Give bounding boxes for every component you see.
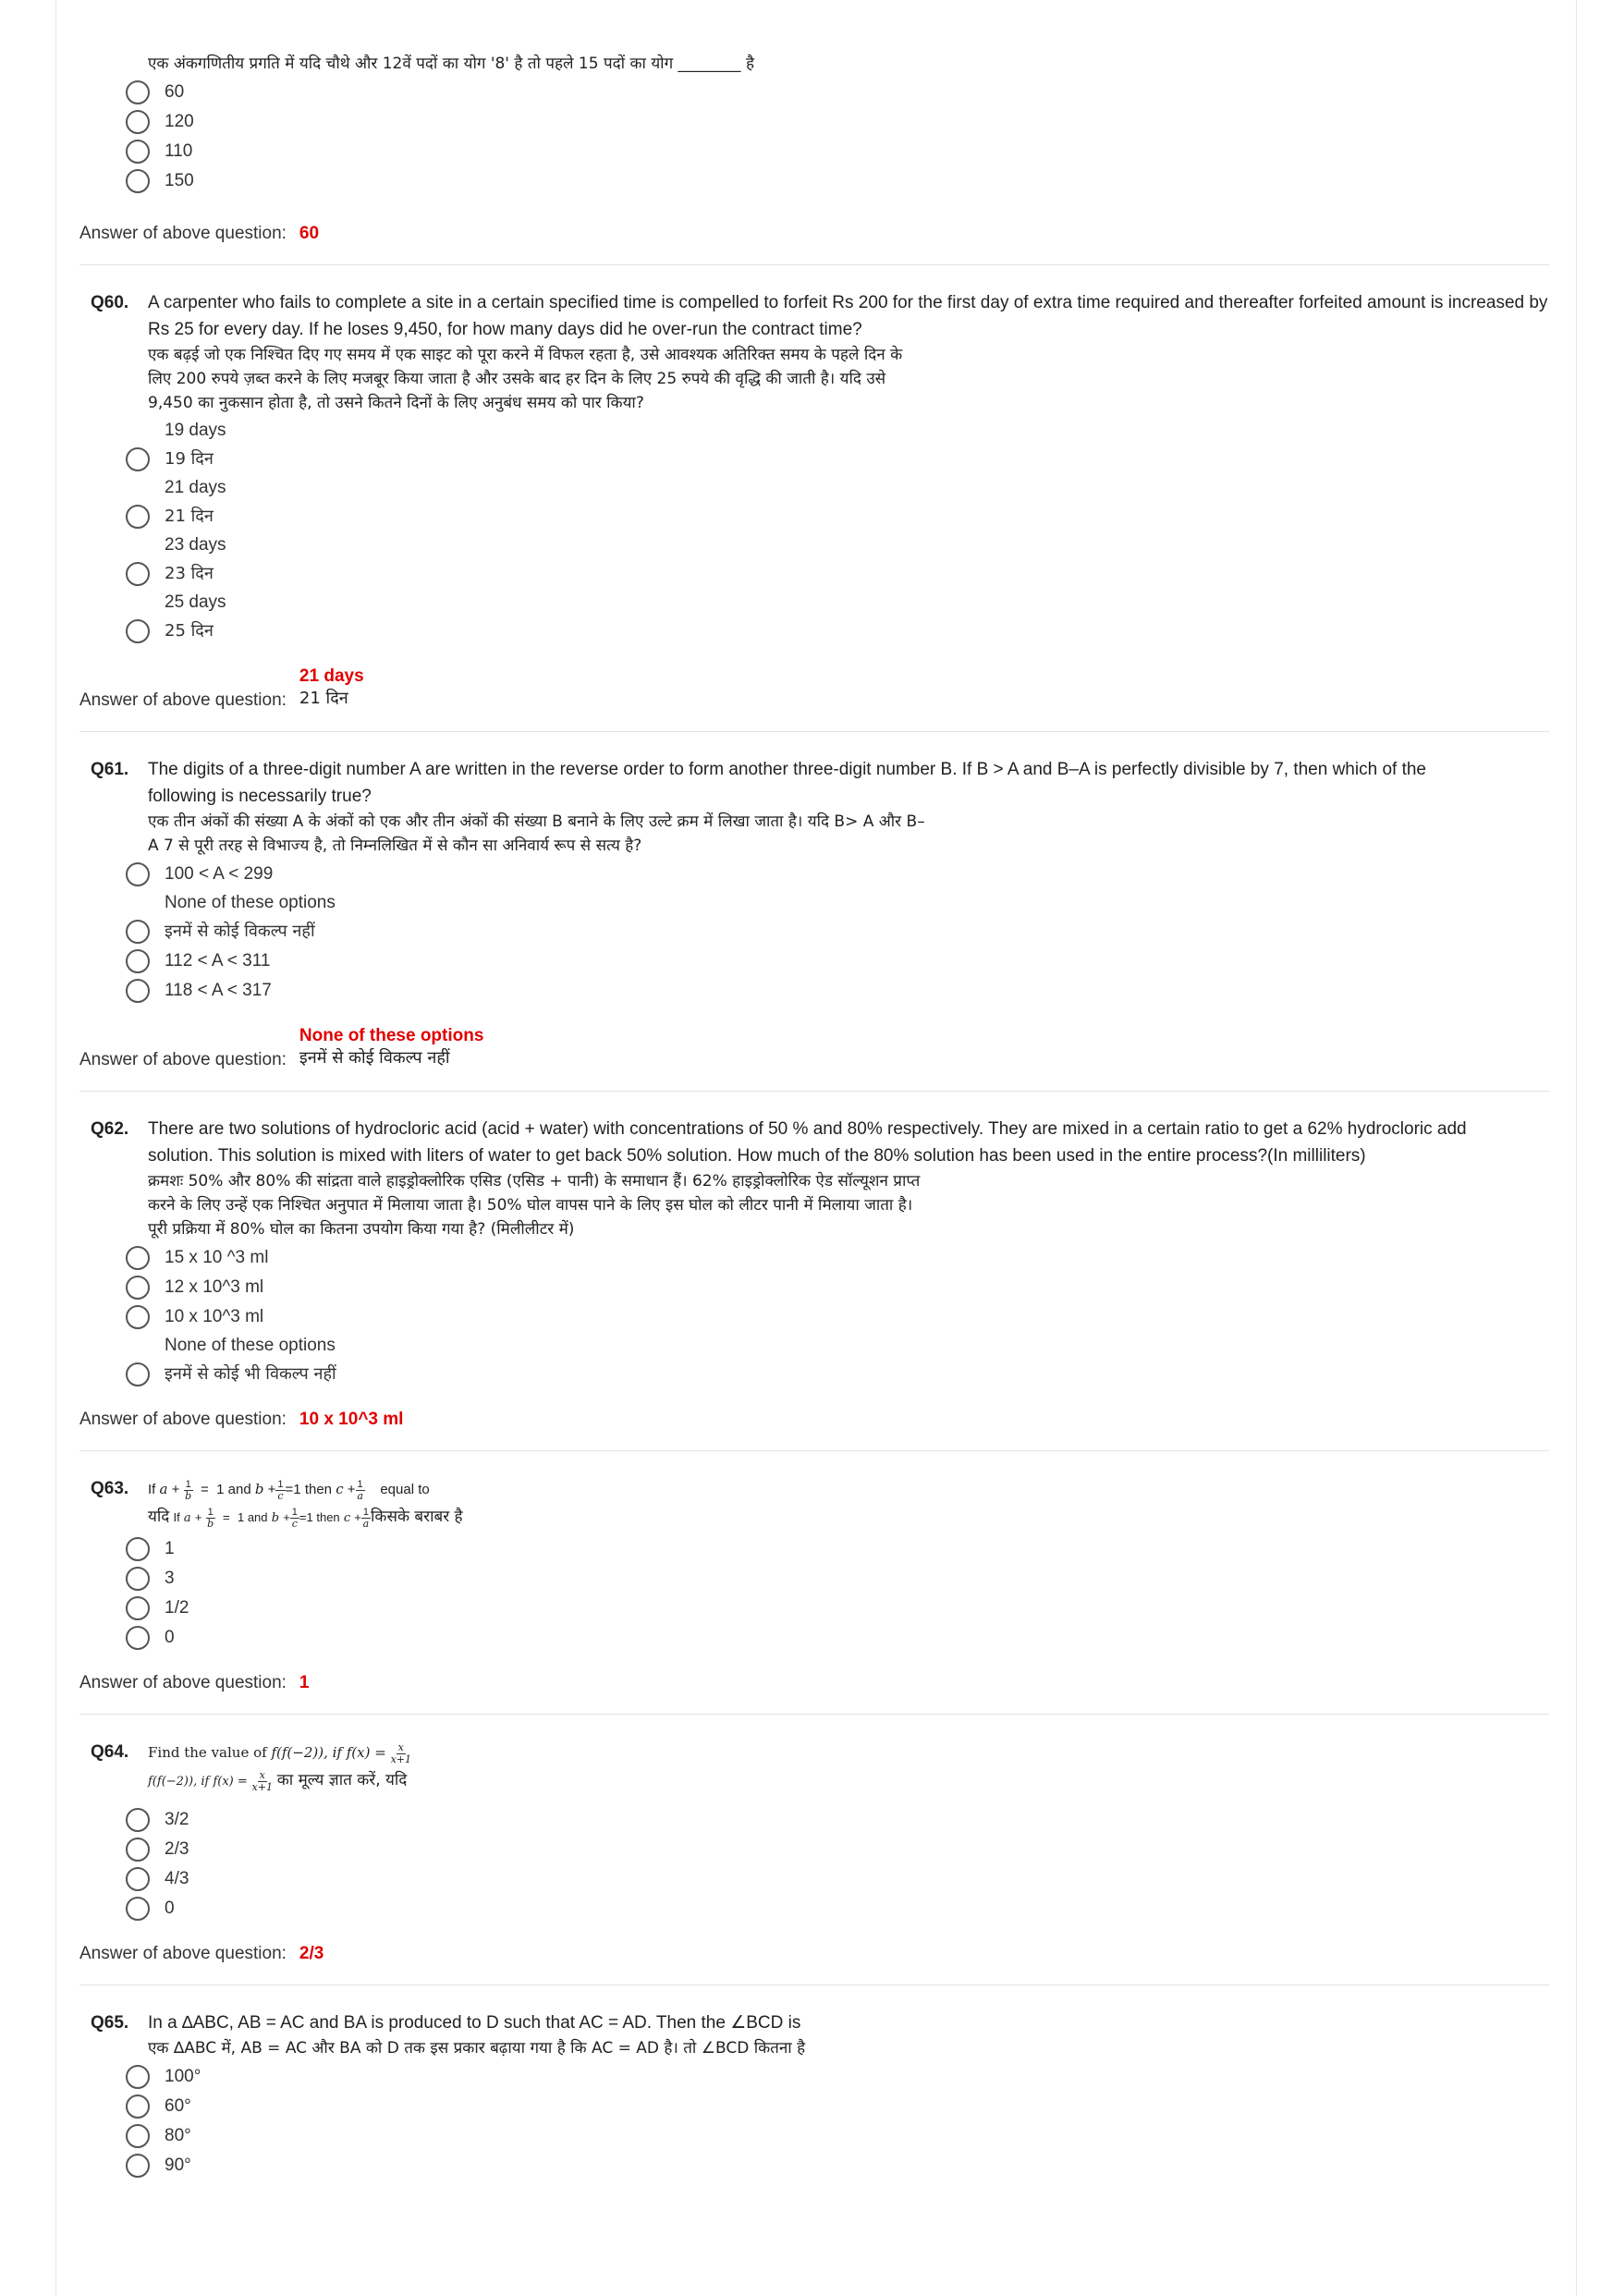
fraction bbox=[391, 1742, 411, 1765]
answer-label: Answer of above question: bbox=[79, 1050, 287, 1069]
question-text-hindi: एक ∆ABC में, AB = AC और BA को D तक इस प्रकार बढ़ाया गया है कि AC = AD है। तो ∠BCD कितना है bbox=[148, 2039, 806, 2058]
answer-value-hindi: इनमें से कोई विकल्प नहीं bbox=[299, 1048, 450, 1068]
option-2-english bbox=[126, 889, 1549, 917]
question-text-hindi-1: एक बढ़ई जो एक निश्चित दिए गए समय में एक साइट को पूरा करने में विफल रहता है, उसे आवश्यक अतिरिक्त समय के पहले दिन के bbox=[148, 346, 903, 364]
numerator: 1 bbox=[185, 1478, 191, 1490]
math-text: equal to bbox=[380, 1482, 430, 1497]
option-label: 60 bbox=[165, 82, 185, 102]
answer-label: Answer of above question: bbox=[79, 224, 287, 243]
divider bbox=[79, 731, 1549, 732]
denominator: c bbox=[277, 1489, 284, 1502]
math-var: b bbox=[271, 1511, 280, 1525]
option-label: 25 दिन bbox=[165, 621, 214, 641]
answer-value: 21 days bbox=[299, 666, 364, 686]
math-text: =1 then bbox=[285, 1482, 333, 1497]
option-label: 25 days bbox=[165, 592, 226, 612]
denominator: x+1 bbox=[390, 1753, 411, 1765]
numerator: 1 bbox=[277, 1478, 284, 1490]
divider bbox=[79, 264, 1549, 265]
option-1[interactable] bbox=[126, 1805, 1549, 1835]
option-label: 100° bbox=[165, 2067, 201, 2086]
math-var: a bbox=[159, 1481, 168, 1497]
answer-label: Answer of above question: bbox=[79, 1944, 287, 1963]
option-4[interactable] bbox=[126, 1360, 1549, 1389]
divider bbox=[79, 1091, 1549, 1092]
option-label: 15 x 10 ^3 ml bbox=[165, 1248, 269, 1267]
option-3[interactable] bbox=[126, 946, 1549, 976]
math-text: If bbox=[173, 1510, 180, 1524]
page-right-rule bbox=[1576, 0, 1577, 2296]
radio-button[interactable] bbox=[126, 920, 150, 944]
radio-button[interactable] bbox=[126, 619, 150, 643]
denominator: c bbox=[291, 1517, 298, 1530]
answer-line bbox=[79, 1410, 1549, 1430]
option-label: 118 < A < 317 bbox=[165, 981, 272, 1000]
radio-button[interactable] bbox=[126, 1362, 150, 1386]
options-list bbox=[126, 1243, 1549, 1389]
answer-value: 2/3 bbox=[299, 1944, 324, 1963]
option-3[interactable] bbox=[126, 1864, 1549, 1894]
option-2[interactable] bbox=[126, 1273, 1549, 1302]
math-text: Find the value of bbox=[148, 1744, 267, 1761]
radio-button[interactable] bbox=[126, 1808, 150, 1832]
radio-button[interactable] bbox=[126, 1596, 150, 1620]
math-op: + bbox=[194, 1510, 202, 1524]
math-text: If bbox=[148, 1482, 156, 1497]
option-label: 1/2 bbox=[165, 1598, 189, 1618]
math-var: c bbox=[343, 1511, 351, 1525]
option-3[interactable] bbox=[126, 1302, 1549, 1332]
question-62 bbox=[79, 1116, 1549, 1430]
option-label: 21 दिन bbox=[165, 507, 214, 526]
option-4[interactable] bbox=[126, 1894, 1549, 1924]
math-var: a bbox=[183, 1511, 191, 1525]
math-text: किसके बराबर है bbox=[371, 1508, 463, 1526]
question-text-hindi-1: एक तीन अंकों की संख्या A के अंकों को एक और तीन अंकों की संख्या B बनाने के लिए उल्टे क्रम में लिखा जाता है। यदि B> A और B– bbox=[148, 812, 925, 831]
question-text-english: In a ∆ABC, AB = AC and BA is produced to D such that AC = AD. Then the ∠BCD is bbox=[148, 2013, 801, 2033]
option-3[interactable] bbox=[126, 1594, 1549, 1623]
radio-button[interactable] bbox=[126, 447, 150, 471]
radio-button[interactable] bbox=[126, 562, 150, 586]
answer-line bbox=[79, 666, 1549, 711]
answer-label: Answer of above question: bbox=[79, 1673, 287, 1692]
math-text: 1 and bbox=[216, 1482, 251, 1497]
option-label: None of these options bbox=[165, 893, 336, 912]
math-expression: f(f(−2)), if f(x) = bbox=[148, 1775, 248, 1789]
option-1[interactable] bbox=[126, 78, 1549, 107]
math-text: =1 then bbox=[299, 1510, 340, 1524]
option-label: 21 days bbox=[165, 478, 226, 497]
option-label: इनमें से कोई भी विकल्प नहीं bbox=[165, 1364, 336, 1384]
option-label: 19 days bbox=[165, 421, 226, 440]
answer-line bbox=[79, 1026, 1549, 1070]
answer-value: None of these options bbox=[299, 1026, 484, 1045]
question-60 bbox=[79, 289, 1549, 711]
fraction bbox=[356, 1479, 365, 1502]
option-2[interactable] bbox=[126, 917, 1549, 946]
fraction bbox=[361, 1507, 371, 1530]
radio-button[interactable] bbox=[126, 2094, 150, 2119]
options-list bbox=[126, 417, 1549, 646]
radio-button[interactable] bbox=[126, 2124, 150, 2148]
question-text-english-2: following is necessarily true? bbox=[148, 787, 372, 806]
radio-button[interactable] bbox=[126, 110, 150, 134]
option-label: 23 days bbox=[165, 535, 226, 555]
denominator: a bbox=[362, 1517, 370, 1530]
math-op: + bbox=[267, 1482, 276, 1497]
question-text-hindi-2: A 7 से पूरी तरह से विभाज्य है, तो निम्नलिखित में से कौन सा अनिवार्य रूप से सत्य है? bbox=[148, 837, 642, 855]
question-65 bbox=[79, 2009, 1549, 2180]
fraction bbox=[206, 1507, 215, 1530]
question-text-hindi-3: पूरी प्रक्रिया में 80% घोल का कितना उपयोग किया गया है? (मिलीलीटर में) bbox=[148, 1220, 575, 1239]
option-label: इनमें से कोई विकल्प नहीं bbox=[165, 922, 315, 941]
option-label: 2/3 bbox=[165, 1839, 189, 1859]
radio-button[interactable] bbox=[126, 1626, 150, 1650]
option-label: 90° bbox=[165, 2156, 191, 2175]
math-op: = bbox=[201, 1482, 209, 1497]
question-61 bbox=[79, 756, 1549, 1070]
numerator: 1 bbox=[357, 1478, 363, 1490]
radio-button[interactable] bbox=[126, 140, 150, 164]
option-1[interactable] bbox=[126, 1534, 1549, 1564]
option-4-english bbox=[126, 1332, 1549, 1360]
answer-value-hindi: 21 दिन bbox=[299, 689, 348, 708]
radio-button[interactable] bbox=[126, 979, 150, 1003]
numerator: x bbox=[259, 1768, 265, 1781]
fraction bbox=[252, 1770, 273, 1793]
option-4[interactable] bbox=[126, 1623, 1549, 1653]
option-label: 12 x 10^3 ml bbox=[165, 1277, 264, 1297]
option-3-english bbox=[126, 531, 1549, 559]
option-label: 150 bbox=[165, 171, 194, 190]
option-1-english bbox=[126, 417, 1549, 445]
question-number: Q61. bbox=[91, 760, 129, 779]
page-left-rule bbox=[55, 0, 56, 2296]
question-list bbox=[79, 52, 1549, 2180]
options-list bbox=[126, 2062, 1549, 2180]
option-label: 0 bbox=[165, 1628, 175, 1647]
option-label: 1 bbox=[165, 1539, 175, 1558]
radio-button[interactable] bbox=[126, 1276, 150, 1300]
math-op: + bbox=[347, 1482, 356, 1497]
option-label: 100 < A < 299 bbox=[165, 864, 274, 884]
option-label: 19 दिन bbox=[165, 449, 214, 469]
options-list bbox=[126, 78, 1549, 196]
radio-button[interactable] bbox=[126, 1867, 150, 1891]
option-label: 120 bbox=[165, 112, 194, 131]
radio-button[interactable] bbox=[126, 169, 150, 193]
options-list bbox=[126, 1534, 1549, 1653]
option-4[interactable] bbox=[126, 2151, 1549, 2180]
denominator: x+1 bbox=[251, 1780, 273, 1793]
math-text: का मूल्य ज्ञात करें, यदि bbox=[276, 1771, 408, 1789]
question-formula-english bbox=[148, 1739, 1549, 1766]
option-label: 23 दिन bbox=[165, 564, 214, 583]
answer-line bbox=[79, 1944, 1549, 1964]
answer-value: 1 bbox=[299, 1673, 310, 1692]
option-label: 3/2 bbox=[165, 1810, 189, 1829]
option-4-english bbox=[126, 589, 1549, 617]
answer-label: Answer of above question: bbox=[79, 690, 287, 710]
radio-button[interactable] bbox=[126, 949, 150, 973]
math-op: + bbox=[354, 1510, 361, 1524]
math-op: = bbox=[223, 1510, 230, 1524]
question-text-hindi-1: क्रमशः 50% और 80% की सांद्रता वाले हाइड्रोक्लोरिक एसिड (एसिड + पानी) के समाधान हैं। 62% हाइड्रोक्लोरिक ऐड सॉल्यूशन प्राप्त bbox=[148, 1172, 921, 1191]
question-text-hindi-2: लिए 200 रुपये ज़ब्त करने के लिए मजबूर किया जाता है और उसके बाद हर दिन के लिए 25 रुपये की वृद्धि की जाती है। यदि उसे bbox=[148, 370, 886, 388]
numerator: 1 bbox=[291, 1506, 298, 1518]
question-64 bbox=[79, 1739, 1549, 1964]
math-var: b bbox=[254, 1481, 264, 1497]
divider bbox=[79, 1450, 1549, 1451]
question-number: Q60. bbox=[91, 293, 129, 312]
question-text-english-1: The digits of a three-digit number A are written in the reverse order to form another three-digit number B. If B > A and B–A is perfectly divisible by 7, then which of the bbox=[148, 760, 1426, 779]
fraction bbox=[184, 1479, 193, 1502]
option-2-english bbox=[126, 474, 1549, 502]
option-label: 3 bbox=[165, 1569, 175, 1588]
answer-line bbox=[79, 224, 1549, 244]
denominator: b bbox=[207, 1517, 214, 1530]
fraction bbox=[275, 1479, 285, 1502]
option-label: 4/3 bbox=[165, 1869, 189, 1888]
radio-button[interactable] bbox=[126, 1838, 150, 1862]
question-text-english: A carpenter who fails to complete a site in a certain specified time is compelled to forfeit Rs 200 for the first day of extra time required and thereafter forfeited amount is increased by Rs 25 for every day. If he loses 9,450, for how many days did he over-run the contract time? bbox=[148, 293, 1548, 339]
option-2[interactable] bbox=[126, 107, 1549, 137]
option-1[interactable] bbox=[126, 445, 1549, 474]
radio-button[interactable] bbox=[126, 1537, 150, 1561]
math-op: + bbox=[283, 1510, 290, 1524]
math-text: यदि bbox=[148, 1508, 170, 1526]
math-op: + bbox=[171, 1482, 180, 1497]
radio-button[interactable] bbox=[126, 1246, 150, 1270]
option-2[interactable] bbox=[126, 1564, 1549, 1594]
question-formula-hindi bbox=[148, 1766, 1549, 1796]
radio-button[interactable] bbox=[126, 505, 150, 529]
question-63 bbox=[79, 1475, 1549, 1693]
option-label: 80° bbox=[165, 2126, 191, 2145]
divider bbox=[79, 1714, 1549, 1715]
fraction bbox=[290, 1507, 299, 1530]
question-number: Q64. bbox=[91, 1742, 129, 1762]
answer-value: 60 bbox=[299, 224, 320, 243]
question-text-hindi-3: 9,450 का नुकसान होता है, तो उसने कितने दिनों के लिए अनुबंध समय को पार किया? bbox=[148, 394, 644, 412]
radio-button[interactable] bbox=[126, 2154, 150, 2178]
option-label: 0 bbox=[165, 1899, 175, 1918]
option-3[interactable] bbox=[126, 559, 1549, 589]
answer-value: 10 x 10^3 ml bbox=[299, 1410, 404, 1429]
option-label: 112 < A < 311 bbox=[165, 951, 271, 971]
math-text: 1 and bbox=[237, 1510, 268, 1524]
numerator: 1 bbox=[362, 1506, 370, 1518]
option-4[interactable] bbox=[126, 166, 1549, 196]
radio-button[interactable] bbox=[126, 1567, 150, 1591]
numerator: x bbox=[397, 1740, 404, 1753]
option-3[interactable] bbox=[126, 137, 1549, 166]
question-text-english-2: solution. This solution is mixed with liters of water to get back 50% solution. How much of the 80% solution has been used in the entire process?(In milliliters) bbox=[148, 1146, 1366, 1166]
option-1[interactable] bbox=[126, 1243, 1549, 1273]
option-label: 60° bbox=[165, 2096, 191, 2116]
denominator: b bbox=[185, 1489, 192, 1502]
question-formula-english bbox=[148, 1475, 1549, 1504]
option-label: 110 bbox=[165, 141, 193, 161]
numerator: 1 bbox=[207, 1506, 214, 1518]
radio-button[interactable] bbox=[126, 1305, 150, 1329]
question-text-english-1: There are two solutions of hydrocloric acid (acid + water) with concentrations of 50 % and 80% respectively. They are mixed in a certain ratio to get a 62% hydrocloric add bbox=[148, 1119, 1467, 1139]
option-label: 10 x 10^3 ml bbox=[165, 1307, 264, 1326]
option-2[interactable] bbox=[126, 1835, 1549, 1864]
answer-label: Answer of above question: bbox=[79, 1410, 287, 1429]
question-number: Q63. bbox=[91, 1479, 129, 1498]
radio-button[interactable] bbox=[126, 2065, 150, 2089]
radio-button[interactable] bbox=[126, 80, 150, 104]
denominator: a bbox=[357, 1489, 363, 1502]
math-expression: f(f(−2)), if f(x) = bbox=[271, 1744, 386, 1761]
question-59 bbox=[79, 52, 1549, 244]
math-var: c bbox=[336, 1481, 344, 1497]
option-1[interactable] bbox=[126, 2062, 1549, 2092]
option-label: None of these options bbox=[165, 1336, 336, 1355]
options-list bbox=[126, 1805, 1549, 1924]
question-formula-hindi bbox=[148, 1504, 1549, 1533]
question-text-hindi: एक अंकगणितीय प्रगति में यदि चौथे और 12वें पदों का योग '8' है तो पहले 15 पदों का योग ________ है bbox=[148, 55, 754, 73]
answer-line bbox=[79, 1673, 1549, 1693]
question-text-hindi-2: करने के लिए उन्हें एक निश्चित अनुपात में मिलाया जाता है। 50% घोल वापस पाने के लिए इस घोल को लीटर पानी में मिलाया जाता है। bbox=[148, 1196, 913, 1215]
radio-button[interactable] bbox=[126, 862, 150, 886]
option-4[interactable] bbox=[126, 976, 1549, 1006]
option-4[interactable] bbox=[126, 617, 1549, 646]
option-3[interactable] bbox=[126, 2121, 1549, 2151]
question-number: Q65. bbox=[91, 2013, 129, 2033]
option-2[interactable] bbox=[126, 502, 1549, 531]
option-1[interactable] bbox=[126, 860, 1549, 889]
radio-button[interactable] bbox=[126, 1897, 150, 1921]
options-list bbox=[126, 860, 1549, 1006]
question-number: Q62. bbox=[91, 1119, 129, 1139]
option-2[interactable] bbox=[126, 2092, 1549, 2121]
